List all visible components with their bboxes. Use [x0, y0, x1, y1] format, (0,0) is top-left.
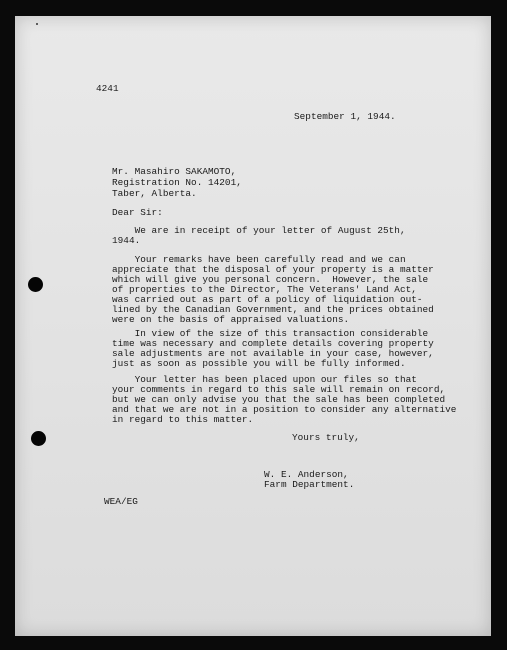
body-line: which will give you personal concern. However, the sale [112, 274, 429, 285]
signatory-department: Farm Department. [264, 479, 355, 490]
salutation: Dear Sir: [112, 207, 163, 218]
letter-page [15, 16, 491, 636]
file-number: 4241 [96, 83, 119, 94]
body-line: We are in receipt of your letter of August 25th, [112, 225, 406, 236]
body-line: were on the basis of appraised valuations. [112, 314, 350, 325]
recipient-location: Taber, Alberta. [112, 188, 197, 199]
body-line: just as soon as possible you will be fully informed. [112, 358, 406, 369]
body-line: Your letter has been placed upon our files so that [112, 374, 417, 385]
body-line: in regard to this matter. [112, 414, 254, 425]
recipient-name: Mr. Masahiro SAKAMOTO, [112, 166, 237, 177]
body-line: lined by the Canadian Government, and the prices obtained [112, 304, 434, 315]
typist-initials: WEA/EG [104, 496, 138, 507]
body-line: your comments in regard to this sale will remain on record, [112, 384, 446, 395]
body-line: Your remarks have been carefully read and we can [112, 254, 406, 265]
body-line: appreciate that the disposal of your property is a matter [112, 264, 434, 275]
punch-hole-upper [28, 277, 43, 292]
complimentary-close: Yours truly, [292, 432, 360, 443]
letter-date: September 1, 1944. [294, 111, 396, 122]
body-line: but we can only advise you that the sale has been completed [112, 394, 446, 405]
body-line: and that we are not in a position to consider any alternative [112, 404, 457, 415]
body-line: of properties to the Director, The Veterans' Land Act, [112, 284, 417, 295]
body-line: 1944. [112, 235, 141, 246]
signatory-name: W. E. Anderson, [264, 469, 349, 480]
body-line: was carried out as part of a policy of liquidation out- [112, 294, 423, 305]
recipient-registration: Registration No. 14201, [112, 177, 242, 188]
paper-speck [36, 23, 38, 25]
punch-hole-lower [31, 431, 46, 446]
body-line: In view of the size of this transaction considerable [112, 328, 429, 339]
body-line: sale adjustments are not available in your case, however, [112, 348, 434, 359]
body-line: time was necessary and complete details covering property [112, 338, 434, 349]
